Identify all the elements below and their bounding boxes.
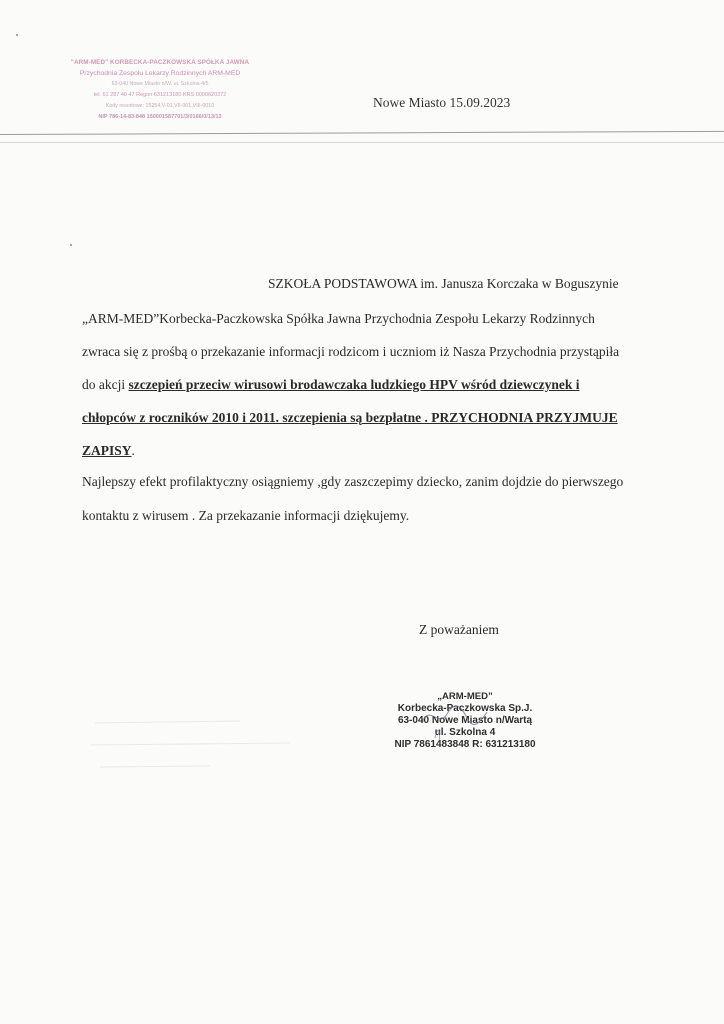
body-line-emphasis: chłopców z roczników 2010 i 2011. szczepienia są bezpłatne . PRZYCHODNIA PRZYJMUJE: [82, 410, 618, 425]
body-text: do akcji: [82, 377, 129, 392]
scan-speck: [16, 34, 18, 36]
body-line: [82, 443, 135, 459]
stamp-owners: Korbecka-Paczkowska Sp.J.: [397, 703, 533, 714]
scan-fold-line: [0, 131, 724, 135]
letterhead-clinic: Przychodnia Zespołu Lekarzy Rodzinnych ARM-MED: [79, 70, 241, 77]
closing: Z poważaniem: [419, 622, 499, 637]
stamp-name: „ARM-MED”: [437, 691, 493, 702]
recipient: SZKOŁA PODSTAWOWA im. Janusza Korczaka w Boguszynie: [268, 276, 619, 291]
body-emphasis: ZAPISY: [82, 443, 132, 458]
letterhead-nip: NIP 786-14-83-848 150001587701/3/0166/0/13/13: [98, 114, 222, 120]
letterhead-address: 63-040 Nowe Miasto n/W. ul. Szkolna 4/5: [111, 81, 209, 87]
faint-bleed-through: [90, 715, 320, 785]
company-stamp: [380, 691, 550, 751]
letterhead-stamp: [50, 57, 270, 123]
body-text: .: [131, 443, 135, 458]
body-line: „ARM-MED”Korbecka-Paczkowska Spółka Jawna Przychodnia Zespołu Lekarzy Rodzinnych: [82, 311, 595, 326]
body-emphasis: szczepień przeciw wirusowi brodawczaka ludzkiego HPV wśród dziewczynek i: [128, 377, 580, 392]
letterhead-phone: tel. 61 287 40 47 Regon 631213180 KRS 0000620372: [93, 92, 227, 98]
stamp-street: ul. Szkolna 4: [434, 727, 496, 738]
scan-fold-line-faint: [0, 142, 724, 143]
body-line: [82, 377, 579, 393]
body-line: Najlepszy efekt profilaktyczny osiągniemy ,gdy zaszczepimy dziecko, zanim dojdzie do pierwszego: [82, 474, 624, 489]
stamp-city: 63-040 Nowe Miasto n/Wartą: [397, 715, 533, 726]
body-line: zwraca się z prośbą o przekazanie informacji rodzicom i uczniom iż Nasza Przychodnia przystąpiła: [82, 344, 620, 359]
scan-speck: [70, 244, 72, 246]
stamp-nip: NIP 7861483848 R: 631213180: [394, 739, 536, 750]
place-date: Nowe Miasto 15.09.2023: [373, 95, 511, 110]
letterhead-codes: Kody resortowe: 15254,V-01,VII-001,VIII-0010: [105, 103, 215, 109]
letterhead-company: "ARM-MED" KORBECKA-PACZKOWSKA SPÓŁKA JAWNA: [70, 59, 250, 66]
body-line: kontaktu z wirusem . Za przekazanie informacji dziękujemy.: [82, 508, 410, 523]
